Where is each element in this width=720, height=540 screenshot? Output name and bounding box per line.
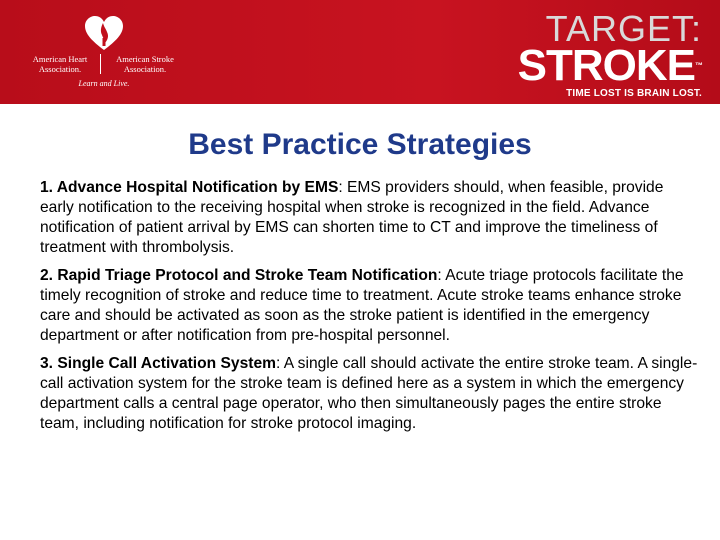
strategy-body-3: : A single call should activate the entire stroke team. A single-call activation system for the stroke team is defined here as a system in which the emergency department calls a central page operator, who then simultaneously pages the entire stroke team, including notification for stroke protocol imaging. (40, 355, 698, 432)
brand-stroke (502, 41, 702, 90)
brand-trademark: ™ (695, 61, 702, 70)
strategy-item-3 (40, 354, 700, 434)
asa-wordmark (102, 54, 188, 74)
aha-line2: Association. (38, 64, 82, 74)
strategy-body-1: : EMS providers should, when feasible, provide early notification to the receiving hospital when stroke is recognized in the field. Advance notification of patient arrival by EMS can shorten time to CT and improve the timeliness of treatment with thrombolysis. (40, 179, 664, 256)
logo-divider (100, 54, 101, 74)
aha-line1: American Heart (32, 54, 88, 64)
logo-tagline: Learn and Live. (78, 79, 130, 88)
slide-title: Best Practice Strategies (188, 128, 532, 161)
strategy-heading-3: 3. Single Call Activation System (40, 355, 276, 372)
brand-stroke-word: STROKE (517, 41, 695, 90)
asa-line1: American Stroke (116, 54, 174, 64)
strategy-heading-1: 1. Advance Hospital Notification by EMS (40, 179, 339, 196)
strategy-item-2 (40, 266, 700, 346)
heart-torch-icon (82, 14, 126, 52)
brand-target: TARGET: (545, 8, 702, 49)
asa-line2: Association. (123, 64, 167, 74)
strategy-item-1 (40, 178, 700, 258)
target-stroke-brand (502, 8, 702, 99)
strategy-list (40, 178, 700, 442)
strategy-body-2: : Acute triage protocols facilitate the timely recognition of stroke and reduce time to treatment. Acute stroke teams enhance stroke care and should be activated as soon as the stroke patient is identified in the emergency department or after notification from pre-hospital personnel. (40, 267, 684, 344)
aha-wordmark (20, 54, 100, 74)
header-banner (0, 0, 720, 104)
brand-tagline: TIME LOST IS BRAIN LOST. (566, 88, 702, 99)
strategy-heading-2: 2. Rapid Triage Protocol and Stroke Team Notification (40, 267, 438, 284)
aha-asa-logo (14, 12, 194, 92)
